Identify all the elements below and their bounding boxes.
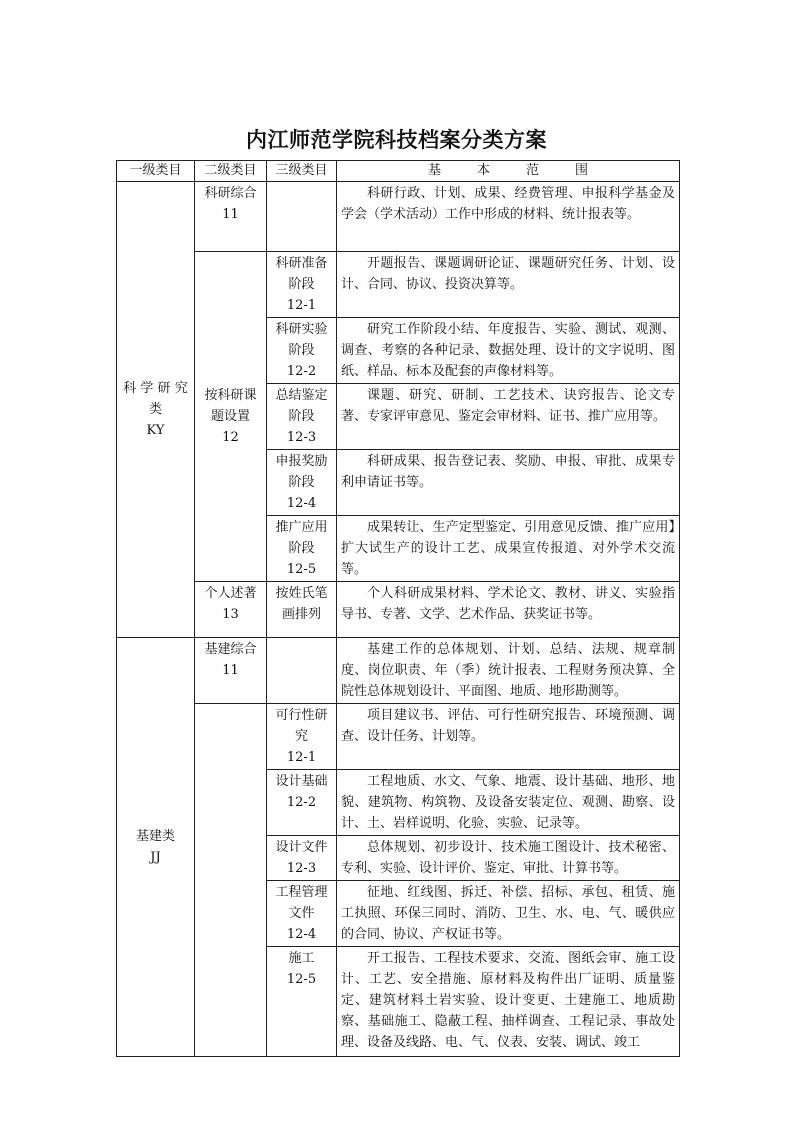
- table-row: [117, 182, 680, 252]
- scope-cell: 开题报告、课题调研论证、课题研究任务、计划、设计、合同、协议、投资决算等。: [337, 252, 680, 318]
- level2-cell: 基建综合 11: [195, 638, 267, 704]
- level3-cell: 申报奖励阶段 12-4: [267, 450, 337, 516]
- level3-cell: 可行性研究 12-1: [267, 704, 337, 770]
- table-row: [117, 252, 680, 318]
- scope-cell: 项目建议书、评估、可行性研究报告、环境预测、调查、设计任务、计划等。: [337, 704, 680, 770]
- header-scope: 基 本 范 围: [337, 161, 680, 182]
- scope-cell: 个人科研成果材料、学术论文、教材、讲义、实验指导书、专著、文学、艺术作品、获奖证书等。: [337, 582, 680, 638]
- scope-cell: 工程地质、水文、气象、地震、设计基础、地形、地貌、建筑物、构筑物、及设备安装定位、观测、勘察、设计、土、岩样说明、化验、实验、记录等。: [337, 770, 680, 836]
- table-row: [117, 638, 680, 704]
- header-level1: 一级类目: [117, 161, 195, 182]
- scope-cell: 研究工作阶段小结、年度报告、实验、测试、观测、调查、考察的各种记录、数据处理、设计的文字说明、图纸、样品、标本及配套的声像材料等。: [337, 318, 680, 384]
- header-level3: 三级类目: [267, 161, 337, 182]
- scope-cell: 课题、研究、研制、工艺技术、诀窍报告、论文专著、专家评审意见、鉴定会审材料、证书、推广应用等。: [337, 384, 680, 450]
- scope-cell: 总体规划、初步设计、技术施工图设计、技术秘密、专利、实验、设计评价、鉴定、审批、计算书等。: [337, 836, 680, 881]
- level3-cell: 工程管理文件 12-4: [267, 881, 337, 947]
- scope-cell: 征地、红线图、拆迁、补偿、招标、承包、租赁、施工执照、环保三同时、消防、卫生、水、电、气、暖供应的合同、协议、产权证书等。: [337, 881, 680, 947]
- level2-cell: 科研综合 11: [195, 182, 267, 252]
- scope-cell: 成果转让、生产定型鉴定、引用意见反馈、推广应用】扩大试生产的设计工艺、成果宣传报道、对外学术交流等。: [337, 516, 680, 582]
- level2-cell: 按科研课题设置 12: [195, 252, 267, 582]
- scope-cell: 基建工作的总体规划、计划、总结、法规、规章制度、岗位职责、年（季）统计报表、工程财务预决算、全院性总体规划设计、平面图、地质、地形勘测等。: [337, 638, 680, 704]
- header-level2: 二级类目: [195, 161, 267, 182]
- level3-cell: 科研准备阶段 12-1: [267, 252, 337, 318]
- scope-cell: 科研行政、计划、成果、经费管理、申报科学基金及学会（学术活动）工作中形成的材料、统计报表等。: [337, 182, 680, 252]
- level3-cell: 推广应用阶段 12-5: [267, 516, 337, 582]
- level3-cell: 总结鉴定阶段 12-3: [267, 384, 337, 450]
- table-header-row: [117, 161, 680, 182]
- level2-cell: 个人述著 13: [195, 582, 267, 638]
- classification-table: [116, 160, 680, 1057]
- level3-cell: 设计基础 12-2: [267, 770, 337, 836]
- level3-cell: 设计文件 12-3: [267, 836, 337, 881]
- level3-cell: 科研实验阶段 12-2: [267, 318, 337, 384]
- level3-cell: 施工 12-5: [267, 947, 337, 1057]
- level3-cell: [267, 182, 337, 252]
- table-row: [117, 582, 680, 638]
- scope-cell: 开工报告、工程技术要求、交流、图纸会审、施工设计、工艺、安全措施、原材料及构件出厂证明、质量鉴定、建筑材料土岩实验、设计变更、土建施工、地质勘察、基础施工、隐蔽工程、抽样调查、工程记录、事故处理、设备及线路、电、气、仪表、安装、调试、竣工: [337, 947, 680, 1057]
- table-row: [117, 704, 680, 770]
- level3-cell: [267, 638, 337, 704]
- scope-cell: 科研成果、报告登记表、奖励、申报、审批、成果专利申请证书等。: [337, 450, 680, 516]
- level3-cell: 按姓氏笔画排列: [267, 582, 337, 638]
- level1-research: 科 学 研 究 类 KY: [117, 182, 195, 638]
- level1-construction: 基建类 JJ: [117, 638, 195, 1057]
- level2-cell: [195, 704, 267, 1057]
- page-title: 内江师范学院科技档案分类方案: [246, 128, 547, 152]
